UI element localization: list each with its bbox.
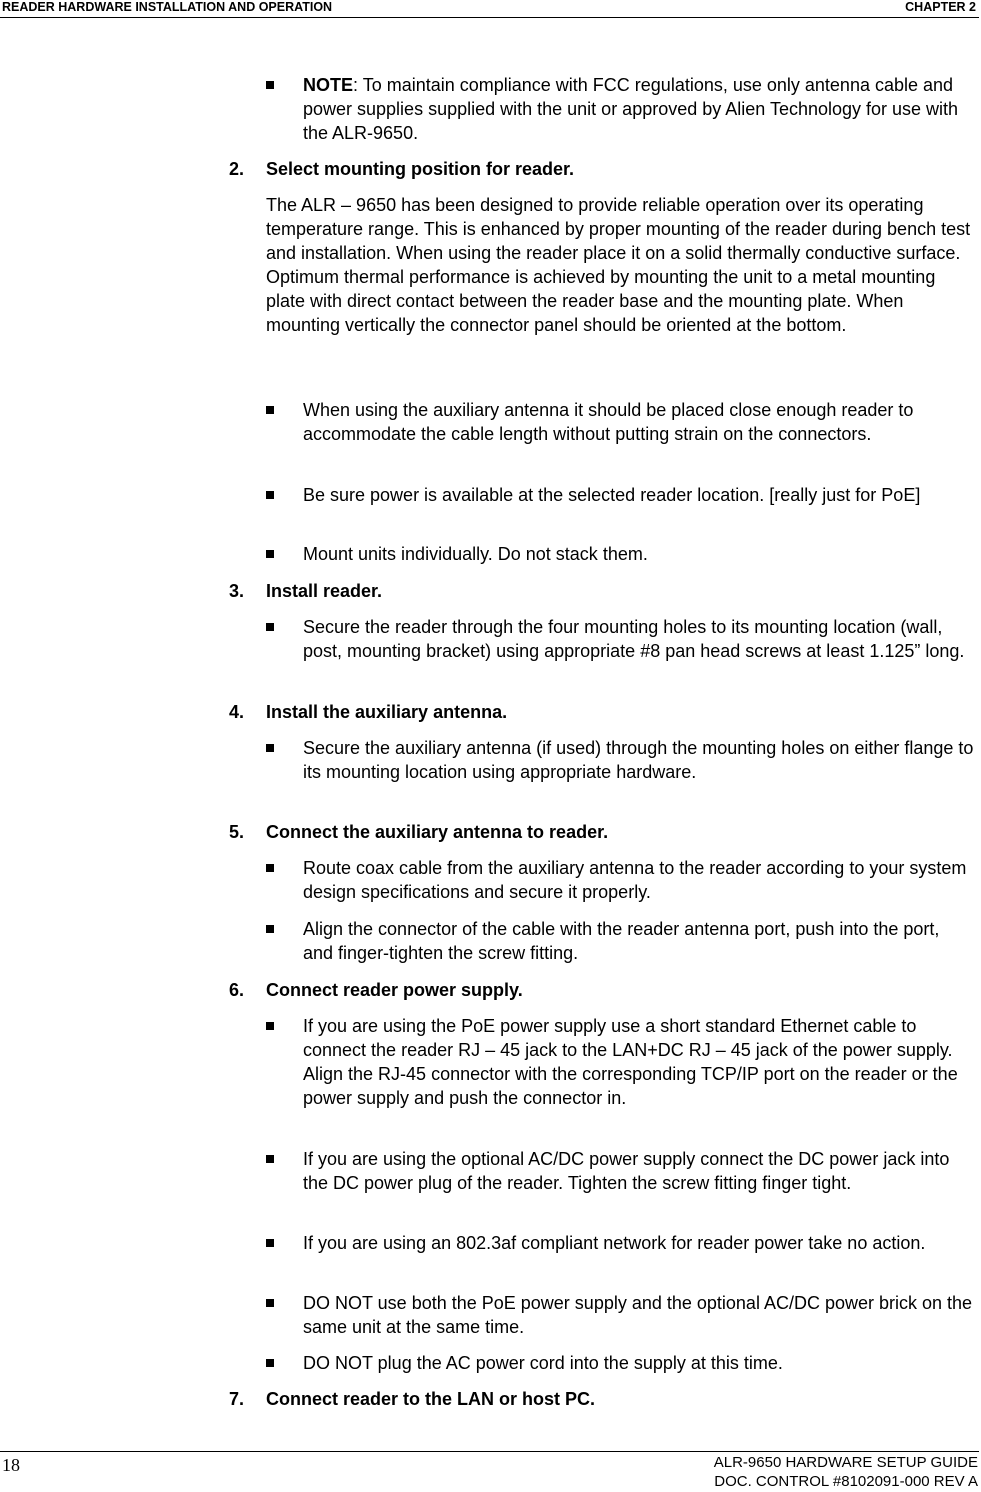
footer-document-info xyxy=(714,1453,978,1491)
step-number: 2. xyxy=(229,159,245,179)
step-number: 7. xyxy=(229,1389,245,1409)
list-item-text: DO NOT use both the PoE power supply and the optional AC/DC power brick on the same unit at the same time. xyxy=(303,1293,973,1337)
step-number: 5. xyxy=(229,822,245,842)
list-item-text: If you are using the optional AC/DC power supply connect the DC power jack into the DC power plug of the reader. Tighten the screw fitting finger tight. xyxy=(303,1149,950,1193)
header-chapter: CHAPTER 2 xyxy=(905,0,976,14)
bullet-square-icon xyxy=(266,406,274,414)
step-title: Install reader. xyxy=(266,581,383,601)
footer-divider xyxy=(0,1451,979,1452)
list-item-text: If you are using the PoE power supply use a short standard Ethernet cable to connect the reader RJ – 45 jack to the LAN+DC RJ – 45 jack of the power supply. Align the RJ-45 connector with the corresponding TCP/IP port on the reader or the power supply and push the connector in. xyxy=(303,1016,958,1108)
bullet-square-icon xyxy=(266,550,274,558)
list-item-text: Mount units individually. Do not stack them. xyxy=(303,544,648,564)
bullet-square-icon xyxy=(266,1022,274,1030)
bullet-square-icon xyxy=(266,623,274,631)
list-item-text: Align the connector of the cable with the reader antenna port, push into the port, and finger-tighten the screw fitting. xyxy=(303,919,940,963)
list-item-text: Route coax cable from the auxiliary antenna to the reader according to your system design specifications and secure it properly. xyxy=(303,858,967,902)
list-item-text: If you are using an 802.3af compliant network for reader power take no action. xyxy=(303,1233,926,1253)
step-number: 6. xyxy=(229,980,245,1000)
list-item-text: Be sure power is available at the selected reader location. [really just for PoE] xyxy=(303,485,921,505)
bullet-square-icon xyxy=(266,1299,274,1307)
bullet-square-icon xyxy=(266,81,274,89)
bullet-square-icon xyxy=(266,864,274,872)
step-number: 3. xyxy=(229,581,245,601)
step-title: Connect reader power supply. xyxy=(266,980,523,1000)
bullet-square-icon xyxy=(266,1155,274,1163)
step-number: 4. xyxy=(229,702,245,722)
step-title: Select mounting position for reader. xyxy=(266,159,575,179)
note-text: : To maintain compliance with FCC regulations, use only antenna cable and power supplies supplied with the unit or approved by Alien Technology for use with the ALR-9650. xyxy=(303,75,959,143)
bullet-square-icon xyxy=(266,744,274,752)
page-number: 18 xyxy=(2,1455,20,1475)
step-title: Connect the auxiliary antenna to reader. xyxy=(266,822,609,842)
note-label: NOTE xyxy=(303,75,354,95)
list-item-text: Secure the auxiliary antenna (if used) through the mounting holes on either flange to its mounting location using appropriate hardware. xyxy=(303,738,974,782)
bullet-square-icon xyxy=(266,1239,274,1247)
list-item-text: DO NOT plug the AC power cord into the supply at this time. xyxy=(303,1353,783,1373)
step-2-paragraph: The ALR – 9650 has been designed to provide reliable operation over its operating temperature range. This is enhanced by proper mounting of the reader during bench test and installation. When using the reader place it on a solid thermally conductive surface. Optimum thermal performance is achieved by mounting the unit to a metal mounting plate with direct contact between the reader base and the mounting plate. When mounting vertically the connector panel should be oriented at the bottom. xyxy=(266,195,971,335)
footer-doc-control: DOC. CONTROL #8102091-000 REV A xyxy=(714,1473,978,1490)
step-title: Connect reader to the LAN or host PC. xyxy=(266,1389,596,1409)
page-header xyxy=(0,0,979,18)
bullet-square-icon xyxy=(266,925,274,933)
footer-guide-title: ALR-9650 HARDWARE SETUP GUIDE xyxy=(713,1454,978,1471)
bullet-square-icon xyxy=(266,491,274,499)
step-title: Install the auxiliary antenna. xyxy=(266,702,508,722)
list-item-text: Secure the reader through the four mounting holes to its mounting location (wall, post, mounting bracket) using appropriate #8 pan head screws at least 1.125” long. xyxy=(303,617,965,661)
bullet-square-icon xyxy=(266,1359,274,1367)
list-item-text: When using the auxiliary antenna it should be placed close enough reader to accommodate the cable length without putting strain on the connectors. xyxy=(303,400,914,444)
header-section-title: READER HARDWARE INSTALLATION AND OPERATION xyxy=(2,0,333,14)
